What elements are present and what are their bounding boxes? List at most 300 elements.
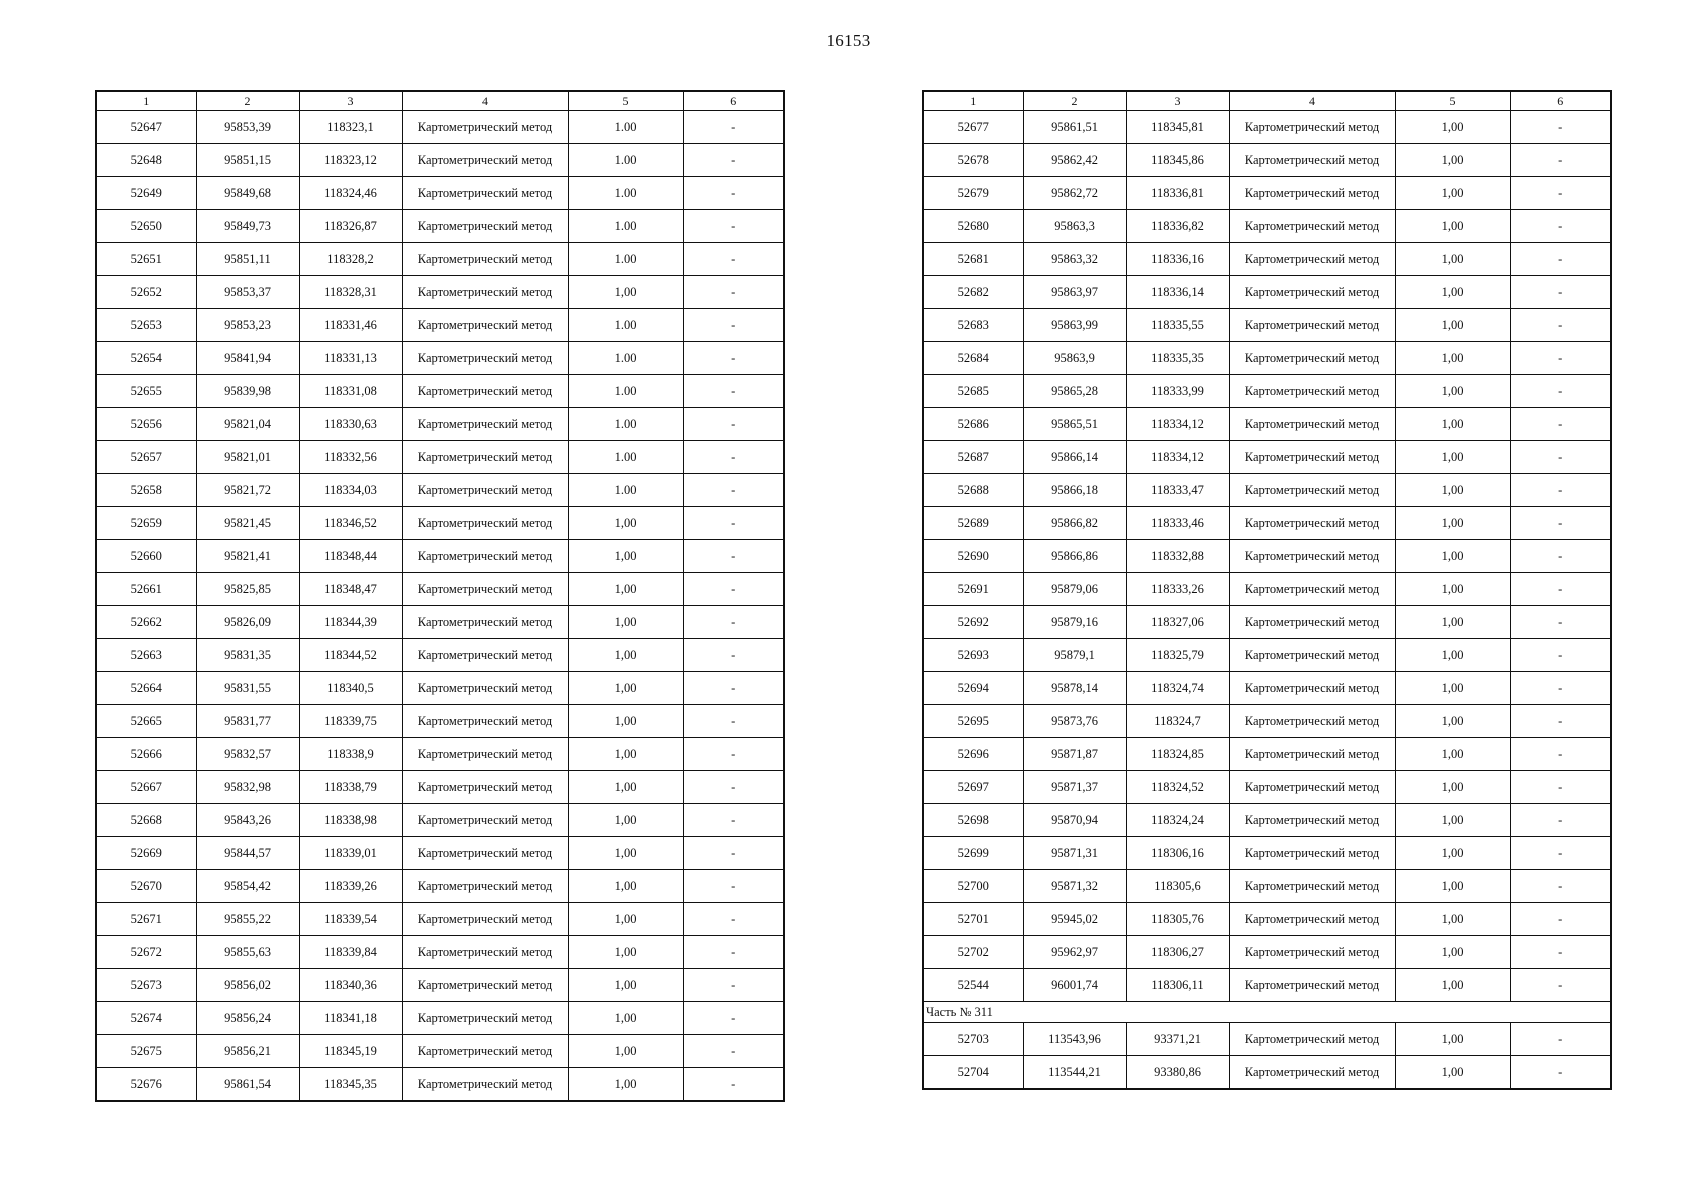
table-row <box>923 903 1611 936</box>
table-cell: 1,00 <box>1395 936 1510 969</box>
table-cell: - <box>683 771 784 804</box>
table-cell: 118323,1 <box>299 111 402 144</box>
table-cell: 1,00 <box>1395 507 1510 540</box>
table-row <box>96 1035 784 1068</box>
table-cell: Картометрический метод <box>402 210 568 243</box>
table-cell: 52662 <box>96 606 196 639</box>
table-cell: 118345,35 <box>299 1068 402 1102</box>
table-cell: 1.00 <box>568 177 683 210</box>
table-cell: 52676 <box>96 1068 196 1102</box>
table-cell: Картометрический метод <box>402 738 568 771</box>
table-cell: 95879,1 <box>1023 639 1126 672</box>
table-cell: 95821,01 <box>196 441 299 474</box>
table-cell: - <box>1510 441 1611 474</box>
table-cell: 52671 <box>96 903 196 936</box>
table-row <box>96 144 784 177</box>
table-cell: - <box>1510 672 1611 705</box>
table-cell: 1,00 <box>1395 474 1510 507</box>
table-cell: Картометрический метод <box>402 507 568 540</box>
table-cell: 95832,57 <box>196 738 299 771</box>
table-cell: 118339,84 <box>299 936 402 969</box>
table-cell: 1.00 <box>568 210 683 243</box>
table-cell: 1,00 <box>568 507 683 540</box>
table-cell: 95849,73 <box>196 210 299 243</box>
table-cell: - <box>1510 177 1611 210</box>
table-row <box>923 606 1611 639</box>
table-row <box>923 1056 1611 1090</box>
table-cell: 1,00 <box>1395 738 1510 771</box>
table-cell: - <box>1510 870 1611 903</box>
table-cell: 52678 <box>923 144 1023 177</box>
table-cell: 118332,88 <box>1126 540 1229 573</box>
table-cell: 52663 <box>96 639 196 672</box>
table-cell: 118334,12 <box>1126 408 1229 441</box>
table-cell: Картометрический метод <box>1229 342 1395 375</box>
table-cell: 118338,79 <box>299 771 402 804</box>
table-cell: 118305,6 <box>1126 870 1229 903</box>
table-cell: 1,00 <box>568 276 683 309</box>
table-cell: 1.00 <box>568 408 683 441</box>
table-cell: 95863,3 <box>1023 210 1126 243</box>
table-row <box>923 804 1611 837</box>
table-cell: 1,00 <box>568 540 683 573</box>
table-cell: Картометрический метод <box>1229 573 1395 606</box>
table-cell: Картометрический метод <box>1229 144 1395 177</box>
section-label: Часть № 311 <box>923 1002 1611 1023</box>
table-cell: Картометрический метод <box>1229 408 1395 441</box>
table-row <box>923 936 1611 969</box>
table-cell: 1.00 <box>568 243 683 276</box>
table-cell: 1,00 <box>1395 771 1510 804</box>
table-row <box>96 903 784 936</box>
table-cell: 118306,11 <box>1126 969 1229 1002</box>
table-cell: 118324,7 <box>1126 705 1229 738</box>
table-cell: Картометрический метод <box>402 1068 568 1102</box>
table-cell: Картометрический метод <box>1229 936 1395 969</box>
table-cell: 95821,41 <box>196 540 299 573</box>
table-cell: 52700 <box>923 870 1023 903</box>
table-cell: 1,00 <box>568 837 683 870</box>
table-cell: 95871,37 <box>1023 771 1126 804</box>
table-cell: 95844,57 <box>196 837 299 870</box>
table-cell: 1,00 <box>568 705 683 738</box>
table-cell: 52667 <box>96 771 196 804</box>
table-cell: 1,00 <box>1395 639 1510 672</box>
table-cell: Картометрический метод <box>402 672 568 705</box>
table-cell: Картометрический метод <box>402 936 568 969</box>
table-cell: 1,00 <box>1395 1023 1510 1056</box>
table-row <box>923 1023 1611 1056</box>
table-cell: 1,00 <box>1395 276 1510 309</box>
table-cell: Картометрический метод <box>1229 441 1395 474</box>
table-cell: 52692 <box>923 606 1023 639</box>
table-cell: - <box>1510 573 1611 606</box>
table-cell: Картометрический метод <box>402 870 568 903</box>
table-cell: Картометрический метод <box>402 969 568 1002</box>
table-cell: 1,00 <box>1395 969 1510 1002</box>
table-cell: 118328,2 <box>299 243 402 276</box>
table-row <box>923 639 1611 672</box>
table-cell: Картометрический метод <box>402 903 568 936</box>
table-cell: - <box>1510 111 1611 144</box>
table-row <box>96 474 784 507</box>
table-row <box>96 672 784 705</box>
table-cell: - <box>683 177 784 210</box>
table-cell: 95831,55 <box>196 672 299 705</box>
table-cell: - <box>1510 1023 1611 1056</box>
table-cell: - <box>683 804 784 837</box>
table-cell: 1,00 <box>568 573 683 606</box>
table-cell: Картометрический метод <box>1229 606 1395 639</box>
table-cell: Картометрический метод <box>402 1035 568 1068</box>
table-cell: 118341,18 <box>299 1002 402 1035</box>
table-cell: 52703 <box>923 1023 1023 1056</box>
table-cell: 1,00 <box>1395 837 1510 870</box>
table-cell: Картометрический метод <box>1229 507 1395 540</box>
table-row <box>923 672 1611 705</box>
table-cell: 118327,06 <box>1126 606 1229 639</box>
table-cell: - <box>1510 408 1611 441</box>
table-cell: 118325,79 <box>1126 639 1229 672</box>
table-cell: 95870,94 <box>1023 804 1126 837</box>
table-cell: - <box>683 1002 784 1035</box>
table-cell: 52672 <box>96 936 196 969</box>
table-cell: 52648 <box>96 144 196 177</box>
table-cell: 52674 <box>96 1002 196 1035</box>
table-cell: - <box>683 870 784 903</box>
table-cell: 95871,31 <box>1023 837 1126 870</box>
table-cell: 95853,23 <box>196 309 299 342</box>
table-cell: 52684 <box>923 342 1023 375</box>
table-cell: 52687 <box>923 441 1023 474</box>
table-cell: Картометрический метод <box>1229 639 1395 672</box>
table-cell: - <box>683 276 784 309</box>
table-cell: 93371,21 <box>1126 1023 1229 1056</box>
table-row <box>96 804 784 837</box>
column-header: 4 <box>402 91 568 111</box>
table-cell: 1,00 <box>1395 309 1510 342</box>
table-cell: 52693 <box>923 639 1023 672</box>
table-cell: - <box>683 210 784 243</box>
table-row <box>96 1068 784 1102</box>
table-cell: 1.00 <box>568 111 683 144</box>
table-cell: Картометрический метод <box>402 342 568 375</box>
table-cell: 95863,32 <box>1023 243 1126 276</box>
table-cell: 118339,54 <box>299 903 402 936</box>
table-cell: 1,00 <box>568 606 683 639</box>
table-cell: - <box>1510 309 1611 342</box>
table-cell: 52655 <box>96 375 196 408</box>
table-cell: 118305,76 <box>1126 903 1229 936</box>
table-cell: 118328,31 <box>299 276 402 309</box>
table-cell: Картометрический метод <box>402 606 568 639</box>
table-cell: - <box>683 639 784 672</box>
table-cell: 52691 <box>923 573 1023 606</box>
table-cell: Картометрический метод <box>402 144 568 177</box>
table-cell: Картометрический метод <box>402 1002 568 1035</box>
table-row <box>923 507 1611 540</box>
table-cell: 52665 <box>96 705 196 738</box>
table-cell: 118339,01 <box>299 837 402 870</box>
table-cell: 1,00 <box>568 969 683 1002</box>
table-cell: - <box>1510 474 1611 507</box>
table-cell: 52689 <box>923 507 1023 540</box>
table-cell: - <box>1510 804 1611 837</box>
coordinates-table-right <box>922 90 1612 1090</box>
table-cell: 95866,14 <box>1023 441 1126 474</box>
table-cell: 95865,28 <box>1023 375 1126 408</box>
table-cell: 52680 <box>923 210 1023 243</box>
table-cell: 95962,97 <box>1023 936 1126 969</box>
table-row <box>923 837 1611 870</box>
table-cell: Картометрический метод <box>1229 375 1395 408</box>
table-row <box>96 309 784 342</box>
table-cell: 1,00 <box>568 804 683 837</box>
table-cell: 118331,46 <box>299 309 402 342</box>
table-cell: 118336,82 <box>1126 210 1229 243</box>
table-cell: 1,00 <box>1395 804 1510 837</box>
table-cell: 1,00 <box>1395 144 1510 177</box>
table-cell: 95839,98 <box>196 375 299 408</box>
table-cell: - <box>1510 903 1611 936</box>
table-cell: 95866,18 <box>1023 474 1126 507</box>
table-cell: - <box>683 540 784 573</box>
table-cell: Картометрический метод <box>1229 969 1395 1002</box>
table-cell: 1.00 <box>568 474 683 507</box>
section-label-row <box>923 1002 1611 1023</box>
table-row <box>923 210 1611 243</box>
table-row <box>923 870 1611 903</box>
table-cell: Картометрический метод <box>1229 903 1395 936</box>
table-cell: - <box>683 375 784 408</box>
column-header: 3 <box>1126 91 1229 111</box>
table-cell: 95862,42 <box>1023 144 1126 177</box>
table-cell: 95849,68 <box>196 177 299 210</box>
table-cell: 118330,63 <box>299 408 402 441</box>
table-row <box>96 375 784 408</box>
table-cell: 118338,9 <box>299 738 402 771</box>
table-row <box>923 111 1611 144</box>
table-cell: 118326,87 <box>299 210 402 243</box>
table-cell: 118306,27 <box>1126 936 1229 969</box>
table-cell: Картометрический метод <box>402 639 568 672</box>
table-cell: Картометрический метод <box>1229 309 1395 342</box>
table-cell: Картометрический метод <box>402 474 568 507</box>
table-row <box>923 573 1611 606</box>
table-row <box>96 771 784 804</box>
table-cell: 118333,99 <box>1126 375 1229 408</box>
table-cell: Картометрический метод <box>402 243 568 276</box>
table-cell: - <box>683 606 784 639</box>
table-cell: 52650 <box>96 210 196 243</box>
table-cell: 118331,08 <box>299 375 402 408</box>
table-cell: 1,00 <box>1395 903 1510 936</box>
table-cell: 118345,19 <box>299 1035 402 1068</box>
table-cell: 1,00 <box>1395 177 1510 210</box>
table-cell: 118333,26 <box>1126 573 1229 606</box>
table-row <box>96 243 784 276</box>
table-cell: - <box>683 969 784 1002</box>
table-header-row <box>923 91 1611 111</box>
table-cell: 1,00 <box>1395 111 1510 144</box>
table-cell: 118345,86 <box>1126 144 1229 177</box>
table-cell: 52681 <box>923 243 1023 276</box>
table-cell: 118336,14 <box>1126 276 1229 309</box>
table-cell: 95863,99 <box>1023 309 1126 342</box>
table-row <box>96 639 784 672</box>
table-cell: 95861,51 <box>1023 111 1126 144</box>
table-row <box>923 441 1611 474</box>
table-cell: 95831,77 <box>196 705 299 738</box>
table-row <box>96 705 784 738</box>
table-row <box>96 507 784 540</box>
table-cell: Картометрический метод <box>1229 1056 1395 1090</box>
table-cell: 95853,37 <box>196 276 299 309</box>
table-cell: Картометрический метод <box>1229 672 1395 705</box>
table-cell: - <box>683 507 784 540</box>
table-row <box>96 111 784 144</box>
table-cell: 95825,85 <box>196 573 299 606</box>
table-cell: 52658 <box>96 474 196 507</box>
table-cell: Картометрический метод <box>402 111 568 144</box>
table-row <box>96 936 784 969</box>
table-cell: 1,00 <box>568 870 683 903</box>
table-cell: 95878,14 <box>1023 672 1126 705</box>
table-cell: 52660 <box>96 540 196 573</box>
table-cell: - <box>683 144 784 177</box>
table-cell: 95821,04 <box>196 408 299 441</box>
table-cell: - <box>1510 639 1611 672</box>
column-header: 5 <box>1395 91 1510 111</box>
table-cell: - <box>683 342 784 375</box>
table-row <box>923 474 1611 507</box>
table-cell: - <box>683 672 784 705</box>
table-cell: 52698 <box>923 804 1023 837</box>
table-cell: Картометрический метод <box>1229 1023 1395 1056</box>
table-cell: 52668 <box>96 804 196 837</box>
table-cell: 52682 <box>923 276 1023 309</box>
table-row <box>96 738 784 771</box>
table-cell: 95866,86 <box>1023 540 1126 573</box>
table-cell: 52685 <box>923 375 1023 408</box>
table-cell: - <box>683 408 784 441</box>
table-cell: 52702 <box>923 936 1023 969</box>
table-cell: 118324,46 <box>299 177 402 210</box>
table-cell: 118324,85 <box>1126 738 1229 771</box>
table-cell: Картометрический метод <box>1229 804 1395 837</box>
table-row <box>923 771 1611 804</box>
table-cell: Картометрический метод <box>1229 705 1395 738</box>
table-cell: 95862,72 <box>1023 177 1126 210</box>
table-row <box>923 342 1611 375</box>
table-cell: 1,00 <box>1395 210 1510 243</box>
table-cell: Картометрический метод <box>402 375 568 408</box>
table-cell: 52544 <box>923 969 1023 1002</box>
table-cell: 95856,02 <box>196 969 299 1002</box>
page-number: 16153 <box>826 31 871 50</box>
table-cell: 52686 <box>923 408 1023 441</box>
table-cell: 52669 <box>96 837 196 870</box>
table-cell: 118346,52 <box>299 507 402 540</box>
table-row <box>96 573 784 606</box>
table-cell: 1.00 <box>568 309 683 342</box>
table-cell: - <box>683 1068 784 1102</box>
table-cell: 118339,75 <box>299 705 402 738</box>
table-row <box>96 969 784 1002</box>
table-row <box>923 705 1611 738</box>
table-cell: Картометрический метод <box>402 408 568 441</box>
table-cell: 52704 <box>923 1056 1023 1090</box>
table-cell: - <box>1510 1056 1611 1090</box>
table-cell: 95945,02 <box>1023 903 1126 936</box>
table-cell: 52694 <box>923 672 1023 705</box>
table-cell: 118324,74 <box>1126 672 1229 705</box>
column-header: 2 <box>1023 91 1126 111</box>
table-cell: - <box>683 738 784 771</box>
table-cell: - <box>683 309 784 342</box>
table-cell: 113543,96 <box>1023 1023 1126 1056</box>
table-cell: - <box>1510 540 1611 573</box>
table-cell: Картометрический метод <box>1229 870 1395 903</box>
table-cell: 118348,44 <box>299 540 402 573</box>
table-cell: 95873,76 <box>1023 705 1126 738</box>
table-cell: 95821,45 <box>196 507 299 540</box>
table-cell: 118344,39 <box>299 606 402 639</box>
table-row <box>96 441 784 474</box>
table-cell: 118333,46 <box>1126 507 1229 540</box>
table-cell: - <box>1510 507 1611 540</box>
table-cell: 52666 <box>96 738 196 771</box>
table-cell: - <box>1510 276 1611 309</box>
table-row <box>96 276 784 309</box>
table-cell: - <box>683 936 784 969</box>
table-cell: 1,00 <box>1395 441 1510 474</box>
table-cell: 95879,16 <box>1023 606 1126 639</box>
table-cell: 1,00 <box>1395 672 1510 705</box>
table-cell: - <box>1510 936 1611 969</box>
table-cell: 1,00 <box>1395 342 1510 375</box>
table-cell: 1,00 <box>568 936 683 969</box>
table-cell: 1,00 <box>568 1068 683 1102</box>
table-cell: Картометрический метод <box>1229 276 1395 309</box>
table-row <box>923 243 1611 276</box>
table-cell: 52657 <box>96 441 196 474</box>
column-header: 6 <box>683 91 784 111</box>
table-cell: Картометрический метод <box>1229 540 1395 573</box>
table-cell: 1,00 <box>1395 243 1510 276</box>
table-cell: 118324,52 <box>1126 771 1229 804</box>
table-cell: - <box>1510 705 1611 738</box>
table-row <box>96 1002 784 1035</box>
table-cell: Картометрический метод <box>402 771 568 804</box>
table-cell: 52670 <box>96 870 196 903</box>
table-cell: - <box>683 837 784 870</box>
coordinates-table-left <box>95 90 785 1102</box>
table-cell: 1,00 <box>568 738 683 771</box>
table-cell: Картометрический метод <box>402 705 568 738</box>
table-cell: 95865,51 <box>1023 408 1126 441</box>
table-cell: 118344,52 <box>299 639 402 672</box>
table-cell: 52654 <box>96 342 196 375</box>
table-cell: 118333,47 <box>1126 474 1229 507</box>
table-cell: 96001,74 <box>1023 969 1126 1002</box>
table-row <box>923 738 1611 771</box>
table-cell: 95855,22 <box>196 903 299 936</box>
table-cell: 113544,21 <box>1023 1056 1126 1090</box>
table-cell: 118323,12 <box>299 144 402 177</box>
table-cell: - <box>683 1035 784 1068</box>
table-cell: Картометрический метод <box>402 837 568 870</box>
